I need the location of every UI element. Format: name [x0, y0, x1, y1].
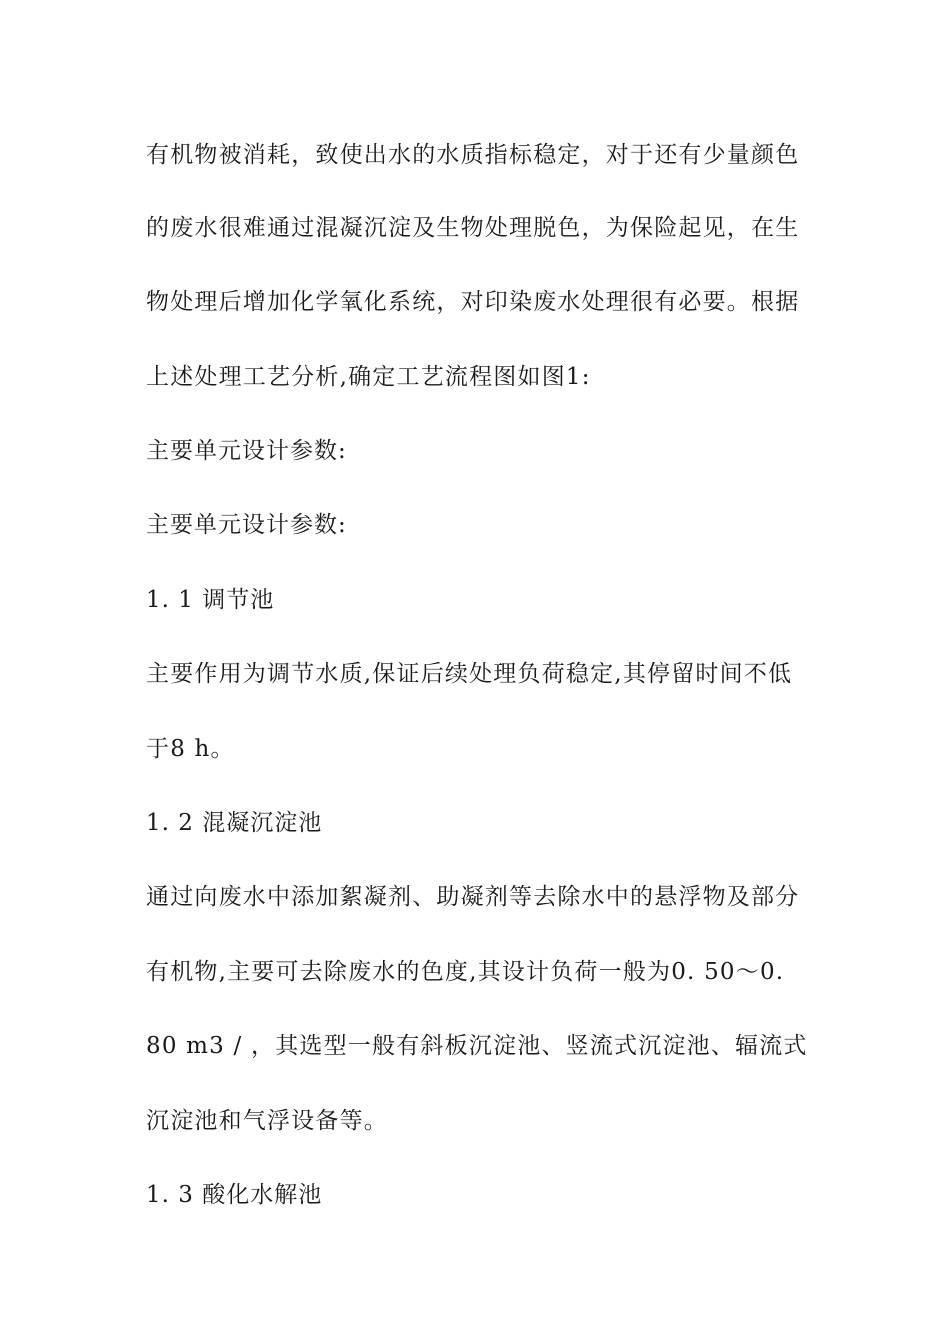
- paragraph-line: 上述处理工艺分析,确定工艺流程图如图1:: [146, 364, 591, 390]
- subsection-heading: 1. 3 酸化水解池: [146, 1182, 323, 1208]
- paragraph-line: 有机物,主要可去除废水的色度,其设计负荷一般为0. 50～0.: [146, 959, 785, 985]
- paragraph-line: 物处理后增加化学氧化系统，对印染废水处理很有必要。根据: [146, 289, 800, 315]
- paragraph-line: 于8 h。: [146, 736, 235, 762]
- paragraph-line: 沉淀池和气浮设备等。: [146, 1108, 388, 1134]
- paragraph-line: 的废水很难通过混凝沉淀及生物处理脱色，为保险起见，在生: [146, 215, 800, 241]
- paragraph-line: 80 m3 / ，其选型一般有斜板沉淀池、竖流式沉淀池、辐流式: [146, 1033, 808, 1059]
- subsection-heading: 1. 2 混凝沉淀池: [146, 810, 323, 836]
- subsection-heading: 1. 1 调节池: [146, 587, 275, 613]
- paragraph-line: 主要作用为调节水质,保证后续处理负荷稳定,其停留时间不低: [146, 661, 793, 687]
- paragraph-line: 通过向废水中添加絮凝剂、助凝剂等去除水中的悬浮物及部分: [146, 884, 800, 910]
- paragraph-line: 有机物被消耗，致使出水的水质指标稳定，对于还有少量颜色: [146, 142, 800, 168]
- section-heading: 主要单元设计参数:: [146, 512, 347, 538]
- section-heading: 主要单元设计参数:: [146, 438, 347, 464]
